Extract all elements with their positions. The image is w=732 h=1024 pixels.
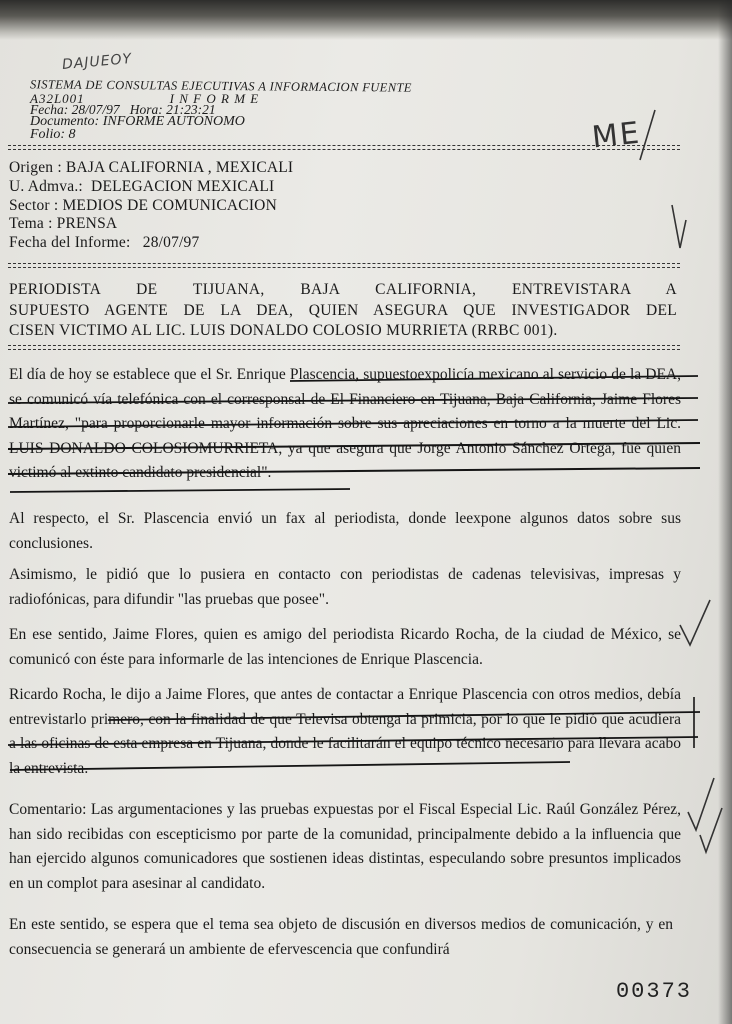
meta-admva: U. Admva.: DELEGACION MEXICALI <box>9 178 275 195</box>
header-date-line: Fecha: 28/07/97 Hora: 21:23:21 <box>30 102 216 117</box>
header-code-line: A32L001 I N F O R M E <box>30 91 260 106</box>
report-title-line: PERIODISTA DE TIJUANA, BAJA CALIFORNIA, ENTREVISTARA A <box>9 281 677 298</box>
meta-origen: Origen : BAJA CALIFORNIA , MEXICALI <box>9 159 294 176</box>
handwritten-underline <box>290 376 698 381</box>
page-number-stamp: 00373 <box>615 979 692 1004</box>
report-title-line: SUPUESTO AGENTE DE LA DEA, QUIEN ASEGURA QUE INVESTIGADOR DEL <box>9 301 677 319</box>
handwritten-underline <box>108 712 700 720</box>
meta-sector: Sector : MEDIOS DE COMUNICACION <box>9 197 277 214</box>
handwritten-check <box>688 778 714 830</box>
handwritten-note-top: DAJUEOY <box>61 50 133 74</box>
paragraph-5: Ricardo Rocha, le dijo a Jaime Flores, que antes de contactar a Enrique Plascencia con otros medios, debía entrevistarlo primero, con la finalidad de que Televisa obtenga la primicia, por lo que le pidió que acudiera a las oficinas de esta empresa en Tijuana, donde le facilitarán el equipo técnico necesario para llevara acabo la entrevista. <box>9 686 681 777</box>
handwritten-underline <box>8 737 698 745</box>
handwritten-underline <box>8 398 698 403</box>
header-folio-line: Folio: 8 <box>30 127 76 142</box>
paragraph-4: En ese sentido, Jaime Flores, quien es amigo del periodista Ricardo Rocha, de la ciudad de México, se comunicó con éste para informarle de las intenciones de Enrique Plascencia. <box>9 626 681 668</box>
paragraph-comentario: Comentario: Las argumentaciones y las pruebas expuestas por el Fiscal Especial Lic. Raúl González Pérez, han sido recibidas con escepticismo por parte de la comunidad, principalmente debido a la influencia que han ejercido algunos comunicadores que sostienen ideas distintas, especulando sobre presuntos implicados en un complot para asesinar al candidato. <box>9 801 681 892</box>
paragraph-7: En este sentido, se espera que el tema sea objeto de discusión en diversos medios de comunicación, y en consecuencia se generará un ambiente de efervescencia que confundirá <box>9 916 673 958</box>
header-system-line: SISTEMA DE CONSULTAS EJECUTIVAS A INFORMACION FUENTE <box>29 77 412 95</box>
meta-tema: Tema : PRENSA <box>9 215 118 232</box>
paragraph-1: El día de hoy se establece que el Sr. Enrique Plascencia, supuestoexpolicía mexicano al servicio de la DEA, se comunicó vía telefónica con el corresponsal de El Financiero en Tijuana, Baja California, Jaime Flores Martínez, "para proporcionarle mayor información sobre sus apreciaciones en torno a la muerte del Lic. LUIS DONALDO COLOSIOMURRIETA, ya que asegura que Jorge Antonio Sánchez Ortega, fue quien victimó al extinto candidato presidencial". <box>9 366 681 481</box>
meta-fecha-informe: Fecha del Informe: 28/07/97 <box>9 234 200 251</box>
handwritten-underline <box>10 489 350 492</box>
paragraph-3: Asimismo, le pidió que lo pusiera en contacto con periodistas de cadenas televisivas, impresas y radiofónicas, para difundir "las pruebas que posee". <box>9 566 681 608</box>
handwritten-check <box>680 600 710 645</box>
report-title-line: CISEN VICTIMO AL LIC. LUIS DONALDO COLOSIO MURRIETA (RRBC 001). <box>9 322 558 339</box>
handwritten-check <box>700 808 722 852</box>
handwritten-underline <box>8 468 700 474</box>
handwritten-slash <box>640 110 655 160</box>
handwritten-underline <box>8 443 700 449</box>
handwritten-margin-mark: ME <box>590 115 643 156</box>
handwritten-underline <box>10 762 570 770</box>
handwritten-tick <box>672 205 686 248</box>
paragraph-2: Al respecto, el Sr. Plascencia envió un fax al periodista, donde leexpone algunos datos sobre sus conclusiones. <box>9 510 681 552</box>
handwritten-underline <box>8 420 698 427</box>
header-document-line: Documento: INFORME AUTONOMO <box>30 114 245 129</box>
